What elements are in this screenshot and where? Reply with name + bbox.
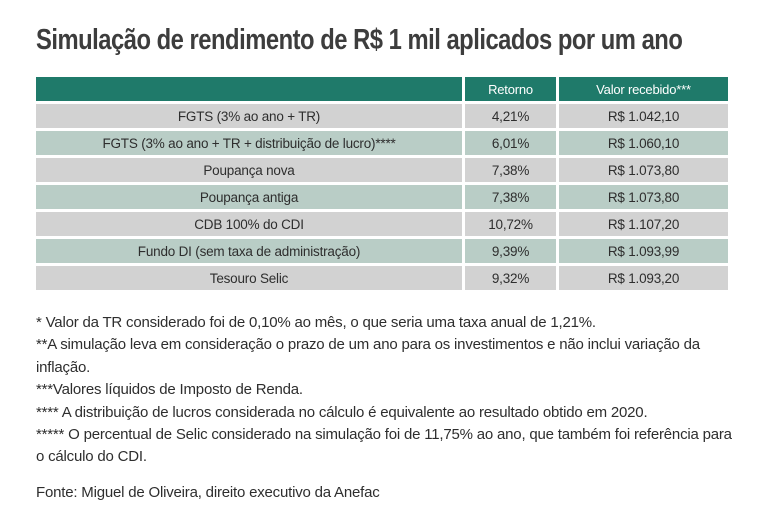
column-header-valor-recebido: Valor recebido*** bbox=[559, 77, 728, 101]
cell-valor-recebido: R$ 1.073,80 bbox=[559, 185, 728, 209]
row-label: Poupança antiga bbox=[36, 185, 462, 209]
column-header-retorno: Retorno bbox=[465, 77, 556, 101]
row-label: FGTS (3% ao ano + TR) bbox=[36, 104, 462, 128]
cell-retorno: 7,38% bbox=[465, 185, 556, 209]
cell-retorno: 10,72% bbox=[465, 212, 556, 236]
cell-retorno: 6,01% bbox=[465, 131, 556, 155]
footnote: **** A distribuição de lucros considerada no cálculo é equivalente ao resultado obtido em 2020. bbox=[36, 403, 648, 421]
cell-retorno: 7,38% bbox=[465, 158, 556, 182]
row-label: CDB 100% do CDI bbox=[36, 212, 462, 236]
cell-valor-recebido: R$ 1.093,20 bbox=[559, 266, 728, 290]
footnote: * Valor da TR considerado foi de 0,10% ao mês, o que seria uma taxa anual de 1,21%. bbox=[36, 314, 596, 331]
cell-valor-recebido: R$ 1.073,80 bbox=[559, 158, 728, 182]
source-credit: Fonte: Miguel de Oliveira, direito executivo da Anefac bbox=[36, 483, 380, 501]
footnote: ***** O percentual de Selic considerado na simulação foi de 11,75% ao ano, que também foi referência para o cálculo do CDI. bbox=[36, 426, 732, 466]
footnote: **A simulação leva em consideração o prazo de um ano para os investimentos e não inclui variação da inflação. bbox=[36, 336, 700, 376]
row-label: Fundo DI (sem taxa de administração) bbox=[36, 239, 462, 263]
row-label: Tesouro Selic bbox=[36, 266, 462, 290]
cell-retorno: 4,21% bbox=[465, 104, 556, 128]
cell-valor-recebido: R$ 1.107,20 bbox=[559, 212, 728, 236]
simulation-table bbox=[36, 77, 728, 290]
cell-retorno: 9,39% bbox=[465, 239, 556, 263]
cell-valor-recebido: R$ 1.042,10 bbox=[559, 104, 728, 128]
cell-valor-recebido: R$ 1.093,99 bbox=[559, 239, 728, 263]
footnote: ***Valores líquidos de Imposto de Renda. bbox=[36, 381, 303, 399]
column-header-empty bbox=[36, 77, 462, 101]
row-label: Poupança nova bbox=[36, 158, 462, 182]
cell-retorno: 9,32% bbox=[465, 266, 556, 290]
row-label: FGTS (3% ao ano + TR + distribuição de lucro)**** bbox=[36, 131, 462, 155]
cell-valor-recebido: R$ 1.060,10 bbox=[559, 131, 728, 155]
footnotes bbox=[36, 312, 736, 469]
page-title: Simulação de rendimento de R$ 1 mil aplicados por um ano bbox=[36, 24, 683, 56]
